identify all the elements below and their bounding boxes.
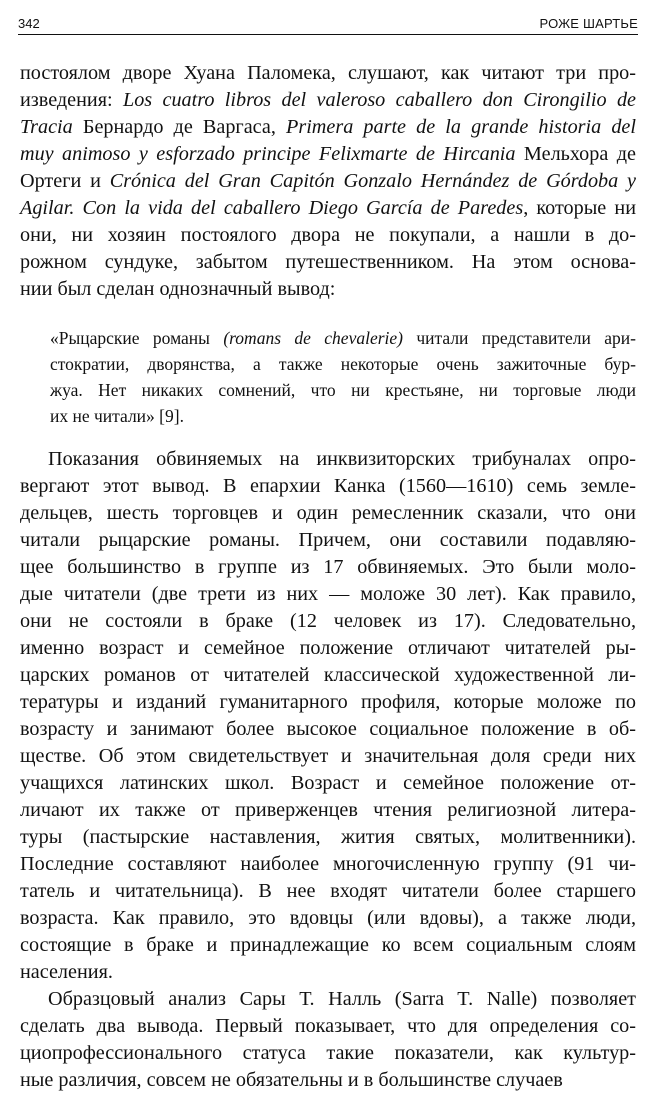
body-text xyxy=(20,60,636,1094)
text-run: Образцовый анализ Сары Т. Налль (Sarra T. Nalle) позволяет xyxy=(48,988,636,1010)
text-run: возрасту и занимают более высокое социальное положение в об- xyxy=(20,718,636,740)
text-line xyxy=(20,608,636,635)
paragraph-1 xyxy=(20,60,636,303)
text-run: татель и читательница). В нее входят читатели более старшего xyxy=(20,880,636,902)
text-line xyxy=(20,716,636,743)
text-line xyxy=(20,249,636,276)
text-line xyxy=(20,222,636,249)
text-line xyxy=(20,554,636,581)
text-run: , которые ни xyxy=(523,197,636,219)
text-line xyxy=(20,500,636,527)
text-run: Бернардо де Варгаса, xyxy=(72,116,286,138)
italic-text: Agilar. Con la vida del caballero Diego García de Paredes xyxy=(20,197,524,219)
text-line xyxy=(20,527,636,554)
text-line xyxy=(20,1067,636,1094)
text-line xyxy=(20,797,636,824)
text-line xyxy=(50,377,636,403)
page-number: 342 xyxy=(18,16,40,31)
text-run: именно возраст и семейное положение отличают читателей ры- xyxy=(20,637,636,659)
text-line xyxy=(20,770,636,797)
text-run: Последние составляют наиболее многочисленную группу (91 чи- xyxy=(20,853,636,875)
text-line xyxy=(20,1040,636,1067)
text-line xyxy=(20,905,636,932)
italic-text: Los cuatro libros del valeroso caballero don Cirongilio de xyxy=(122,89,636,111)
text-line xyxy=(20,878,636,905)
text-line xyxy=(20,141,636,168)
text-line xyxy=(20,932,636,959)
text-run: нии был сделан однозначный вывод: xyxy=(20,278,336,300)
text-line xyxy=(20,276,636,303)
text-line xyxy=(20,114,636,141)
text-line xyxy=(20,87,636,114)
italic-text: muy animoso y esforzado principe Felixmarte de Hircania xyxy=(20,143,516,165)
text-run: читали представители ари- xyxy=(402,328,636,348)
text-run: дельцев, шесть торговцев и один ремесленник сказали, что они xyxy=(20,502,636,524)
text-line xyxy=(20,662,636,689)
text-line xyxy=(20,60,636,87)
text-line xyxy=(50,325,636,351)
text-line xyxy=(20,824,636,851)
running-title: РОЖЕ ШАРТЬЕ xyxy=(539,16,638,31)
text-run: читали рыцарские романы. Причем, они составили подавляю- xyxy=(20,529,636,551)
text-line xyxy=(20,986,636,1013)
text-run: ные различия, совсем не обязательны и в большинстве случаев xyxy=(20,1069,563,1091)
paragraph-3 xyxy=(20,986,636,1094)
text-run: тературы и изданий гуманитарного профиля, которые моложе по xyxy=(20,691,636,713)
text-line xyxy=(20,1013,636,1040)
text-line xyxy=(50,351,636,377)
text-run: «Рыцарские романы xyxy=(50,328,224,348)
text-line xyxy=(20,959,636,986)
text-run: возраста. Как правило, это вдовцы (или вдовы), а также люди, xyxy=(20,907,636,929)
text-run: состоящие в браке и принадлежащие ко всем социальным слоям xyxy=(20,934,636,956)
text-run: дые читатели (две трети из них — моложе 30 лет). Как правило, xyxy=(20,583,636,605)
text-run: Ортеги и xyxy=(20,170,110,192)
text-line xyxy=(20,581,636,608)
text-line xyxy=(20,851,636,878)
text-run: их не читали» [9]. xyxy=(50,406,184,426)
paragraph-2 xyxy=(20,446,636,986)
text-line xyxy=(20,446,636,473)
text-run: Мельхора де xyxy=(515,143,636,165)
italic-text: Tracia xyxy=(20,116,73,138)
text-line xyxy=(20,689,636,716)
italic-text: (romans de chevalerie) xyxy=(223,328,403,348)
text-line xyxy=(20,195,636,222)
text-run: населения. xyxy=(20,961,113,983)
text-run: циопрофессионального статуса такие показатели, как культур- xyxy=(20,1042,636,1064)
text-run: жуа. Нет никаких сомнений, что ни крестьяне, ни торговые люди xyxy=(50,380,636,400)
text-run: они, ни хозяин постоялого двора не покупали, а нашли в до- xyxy=(20,224,636,246)
text-run: вергают этот вывод. В епархии Канка (1560—1610) семь земле- xyxy=(20,475,636,497)
text-run: царских романов от читателей классической художественной ли- xyxy=(20,664,636,686)
text-run: туры (пастырские наставления, жития святых, молитвенники). xyxy=(20,826,636,848)
text-line xyxy=(50,403,636,429)
italic-text: Crónica del Gran Capitón Gonzalo Hernández de Górdoba y xyxy=(109,170,637,192)
italic-text: Primera parte de la grande historia del xyxy=(286,116,637,138)
text-line xyxy=(20,635,636,662)
text-line xyxy=(20,168,636,195)
text-run: ществе. Об этом свидетельствует и значительная доля среди них xyxy=(20,745,636,767)
text-line xyxy=(20,743,636,770)
text-run: щее большинство в группе из 17 обвиняемых. Это были моло- xyxy=(20,556,636,578)
running-header xyxy=(18,8,638,35)
text-run: они не состояли в браке (12 человек из 17). Следовательно, xyxy=(20,610,636,632)
text-run: сделать два вывода. Первый показывает, что для определения со- xyxy=(20,1015,636,1037)
text-run: постоялом дворе Хуана Паломека, слушают, как читают три про- xyxy=(20,62,636,84)
text-run: изведения: xyxy=(20,89,123,111)
text-run: стократии, дворянства, а также некоторые очень зажиточные бур- xyxy=(50,354,636,374)
text-run: личают их также от приверженцев чтения религиозной литера- xyxy=(20,799,636,821)
text-run: учащихся латинских школ. Возраст и семейное положение от- xyxy=(20,772,636,794)
text-line xyxy=(20,473,636,500)
block-quote xyxy=(50,325,636,429)
text-run: рожном сундуке, забытом путешественником. На этом основа- xyxy=(20,251,636,273)
text-run: Показания обвиняемых на инквизиторских трибуналах опро- xyxy=(48,448,636,470)
